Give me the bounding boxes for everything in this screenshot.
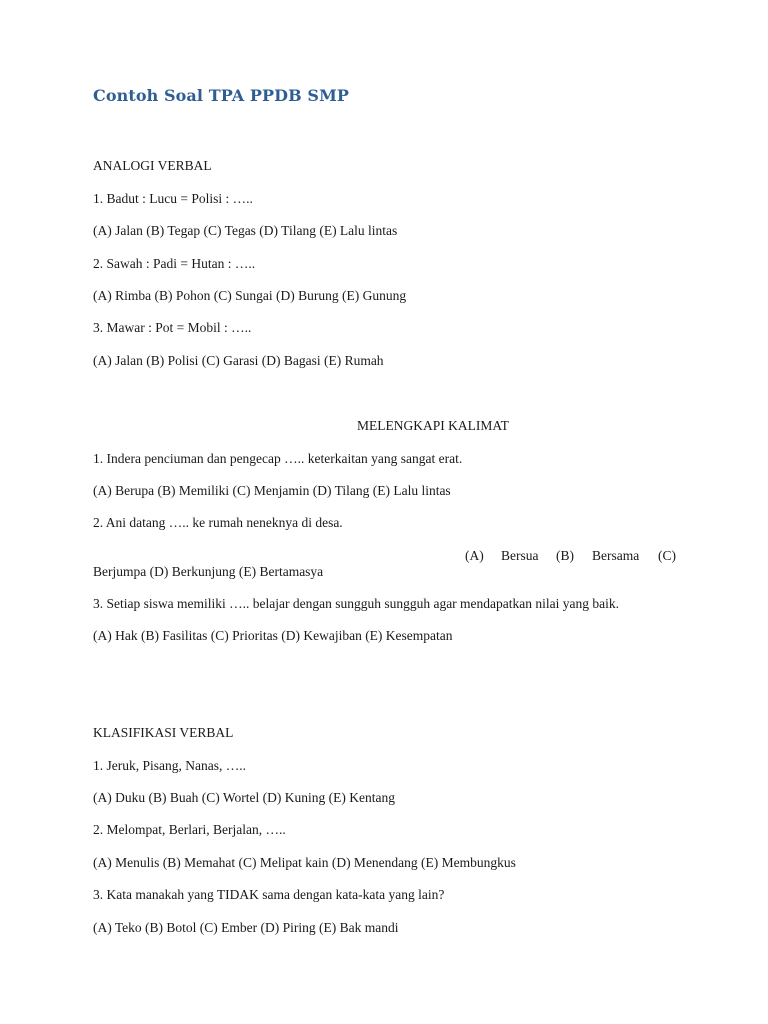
- answer-options: (A) Berupa (B) Memiliki (C) Menjamin (D) Tilang (E) Lalu lintas: [93, 483, 451, 498]
- question-text: 1. Jeruk, Pisang, Nanas, …..: [93, 758, 246, 773]
- answer-options-row: Berjumpa (D) Berkunjung (E) Bertamasya: [93, 564, 324, 579]
- question-text: 3. Setiap siswa memiliki ….. belajar dengan sungguh sungguh agar mendapatkan nilai yang baik.: [93, 596, 620, 611]
- option-word: Bersua: [501, 548, 539, 563]
- section-heading-melengkapi: MELENGKAPI KALIMAT: [357, 418, 509, 433]
- answer-options: (A) Jalan (B) Polisi (C) Garasi (D) Bagasi (E) Rumah: [93, 353, 384, 368]
- answer-options: (A) Jalan (B) Tegap (C) Tegas (D) Tilang (E) Lalu lintas: [93, 223, 398, 238]
- answer-options: (A) Hak (B) Fasilitas (C) Prioritas (D) Kewajiban (E) Kesempatan: [93, 628, 453, 643]
- section-heading-klasifikasi: KLASIFIKASI VERBAL: [93, 725, 234, 740]
- option-label: (C): [658, 548, 676, 563]
- answer-options: (A) Teko (B) Botol (C) Ember (D) Piring (E) Bak mandi: [93, 920, 399, 935]
- question-text: 1. Badut : Lucu = Polisi : …..: [93, 191, 253, 206]
- question-text: 1. Indera penciuman dan pengecap ….. keterkaitan yang sangat erat.: [93, 451, 463, 466]
- answer-options: (A) Duku (B) Buah (C) Wortel (D) Kuning (E) Kentang: [93, 790, 395, 805]
- option-label: (B): [556, 548, 574, 563]
- section-heading-analogi: ANALOGI VERBAL: [93, 158, 212, 173]
- question-text: 2. Ani datang ….. ke rumah neneknya di desa.: [93, 515, 343, 530]
- answer-options: (A) Rimba (B) Pohon (C) Sungai (D) Burung (E) Gunung: [93, 288, 407, 303]
- document-title: Contoh Soal TPA PPDB SMP: [93, 86, 350, 105]
- option-label: (A): [465, 548, 484, 563]
- answer-options: (A) Menulis (B) Memahat (C) Melipat kain (D) Menendang (E) Membungkus: [93, 855, 516, 870]
- question-text: 3. Mawar : Pot = Mobil : …..: [93, 320, 252, 335]
- answer-options-justified: [93, 548, 675, 580]
- question-text: 3. Kata manakah yang TIDAK sama dengan kata-kata yang lain?: [93, 887, 445, 902]
- answer-options-row: [93, 548, 675, 564]
- option-word: Bersama: [592, 548, 640, 563]
- question-text: 2. Melompat, Berlari, Berjalan, …..: [93, 822, 286, 837]
- question-text: 2. Sawah : Padi = Hutan : …..: [93, 256, 256, 271]
